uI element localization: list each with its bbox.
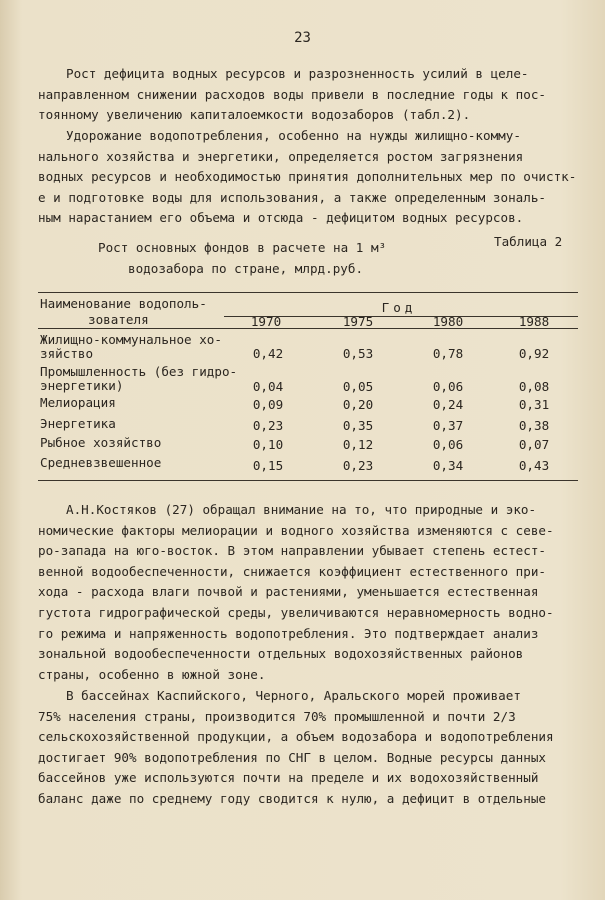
text-line: номические факторы мелиорации и водного хозяйства изменяются с севе- bbox=[38, 522, 554, 538]
paragraph-2 bbox=[38, 126, 577, 229]
table-cell: 0,24 bbox=[432, 397, 464, 412]
table-cell: 0,04 bbox=[252, 379, 284, 394]
text-line: хода - расхода влаги почвой и растениями, уменьшается естественная bbox=[38, 584, 539, 600]
paragraph-4 bbox=[38, 686, 573, 810]
table-cell: 0,15 bbox=[252, 458, 284, 473]
text-line: зональной водообеспеченности отдельных водохозяйственных районов bbox=[38, 646, 524, 662]
header-bottom-rule bbox=[38, 328, 578, 329]
table-cell: 0,05 bbox=[342, 379, 374, 394]
text-line: сельскохозяйственной продукции, а объем водозабора и водопотребления bbox=[38, 729, 554, 745]
text-line: 75% населения страны, производится 70% промышленной и почти 2/3 bbox=[38, 708, 516, 724]
table-cell: 0,37 bbox=[432, 418, 464, 433]
row-label: энергетики) bbox=[40, 378, 124, 393]
table-cell: 0,08 bbox=[518, 379, 550, 394]
text-line: водных ресурсов и необходимостью принятия дополнительных мер по очистк- bbox=[38, 169, 577, 185]
row-label: Мелиорация bbox=[40, 395, 116, 410]
text-line: е и подготовке воды для использования, а также определенным зональ- bbox=[38, 189, 546, 205]
table-top-rule bbox=[38, 292, 578, 293]
table-caption-line-2: водозабора по стране, млрд.руб. bbox=[128, 261, 364, 276]
row-label: Жилищно-коммунальное хо- bbox=[40, 332, 222, 347]
table-cell: 0,12 bbox=[342, 437, 374, 452]
text-line: достигает 90% водопотребления по СНГ в целом. Водные ресурсы данных bbox=[38, 749, 546, 765]
text-line: баланс даже по среднему году сводится к нулю, а дефицит в отдельные bbox=[38, 790, 546, 806]
year-header: 1980 bbox=[432, 314, 464, 329]
text-line: бассейнов уже используются почти на пределе и их водохозяйственный bbox=[38, 770, 539, 786]
text-line: В бассейнах Каспийского, Черного, Аральского морей проживает bbox=[66, 688, 521, 703]
table-cell: 0,07 bbox=[518, 437, 550, 452]
table-cell: 0,06 bbox=[432, 437, 464, 452]
text-line: направленном снижении расходов воды привели в последние годы к пос- bbox=[38, 86, 546, 102]
text-line: Рост дефицита водных ресурсов и разрозненность усилий в целе- bbox=[66, 66, 529, 81]
paragraph-1 bbox=[38, 64, 573, 126]
table-cell: 0,78 bbox=[432, 346, 464, 361]
table-cell: 0,43 bbox=[518, 458, 550, 473]
year-header: 1975 bbox=[342, 314, 374, 329]
text-line: нального хозяйства и энергетики, определяется ростом загрязнения bbox=[38, 148, 524, 164]
column-header-name: Наименование водополь- bbox=[40, 296, 207, 311]
table-caption-line-1: Рост основных фондов в расчете на 1 м³ bbox=[98, 240, 387, 255]
text-line: Удорожание водопотребления, особенно на нужды жилищно-комму- bbox=[66, 128, 521, 143]
table-cell: 0,20 bbox=[342, 397, 374, 412]
table-cell: 0,53 bbox=[342, 346, 374, 361]
row-label: Энергетика bbox=[40, 416, 116, 431]
column-header-name-cont: зователя bbox=[88, 312, 149, 327]
year-header: 1970 bbox=[250, 314, 282, 329]
table-cell: 0,35 bbox=[342, 418, 374, 433]
table-bottom-rule bbox=[38, 480, 578, 481]
table-cell: 0,92 bbox=[518, 346, 550, 361]
text-line: А.Н.Костяков (27) обращал внимание на то, что природные и эко- bbox=[66, 502, 537, 517]
text-line: венной водообеспеченности, снижается коэффициент естественного при- bbox=[38, 563, 546, 579]
text-line: го режима и напряженность водопотребления. Это подтверждает анализ bbox=[38, 625, 539, 641]
row-label: Рыбное хозяйство bbox=[40, 435, 162, 450]
text-line: страны, особенно в южной зоне. bbox=[38, 666, 266, 682]
table-cell: 0,38 bbox=[518, 418, 550, 433]
table-cell: 0,34 bbox=[432, 458, 464, 473]
table-cell: 0,06 bbox=[432, 379, 464, 394]
text-line: ро-запада на юго-восток. В этом направлении убывает степень естест- bbox=[38, 543, 546, 559]
row-label: Промышленность (без гидро- bbox=[40, 364, 238, 379]
text-line: густота гидрографической среды, увеличиваются неравномерность водно- bbox=[38, 604, 554, 620]
year-header: 1988 bbox=[518, 314, 550, 329]
text-line: ным нарастанием его объема и отсюда - дефицитом водных ресурсов. bbox=[38, 210, 524, 226]
paragraph-3 bbox=[38, 500, 573, 685]
table-cell: 0,23 bbox=[252, 418, 284, 433]
table-cell: 0,42 bbox=[252, 346, 284, 361]
table-label: Таблица 2 bbox=[494, 234, 563, 249]
row-label: Средневзвешенное bbox=[40, 455, 162, 470]
row-label: зяйство bbox=[40, 346, 94, 361]
table-cell: 0,09 bbox=[252, 397, 284, 412]
table-cell: 0,10 bbox=[252, 437, 284, 452]
text-line: тоянному увеличению капиталоемкости водозаборов (табл.2). bbox=[38, 107, 471, 123]
table-cell: 0,23 bbox=[342, 458, 374, 473]
year-group-header: Год bbox=[381, 300, 417, 315]
table-cell: 0,31 bbox=[518, 397, 550, 412]
page-number: 23 bbox=[294, 30, 311, 46]
